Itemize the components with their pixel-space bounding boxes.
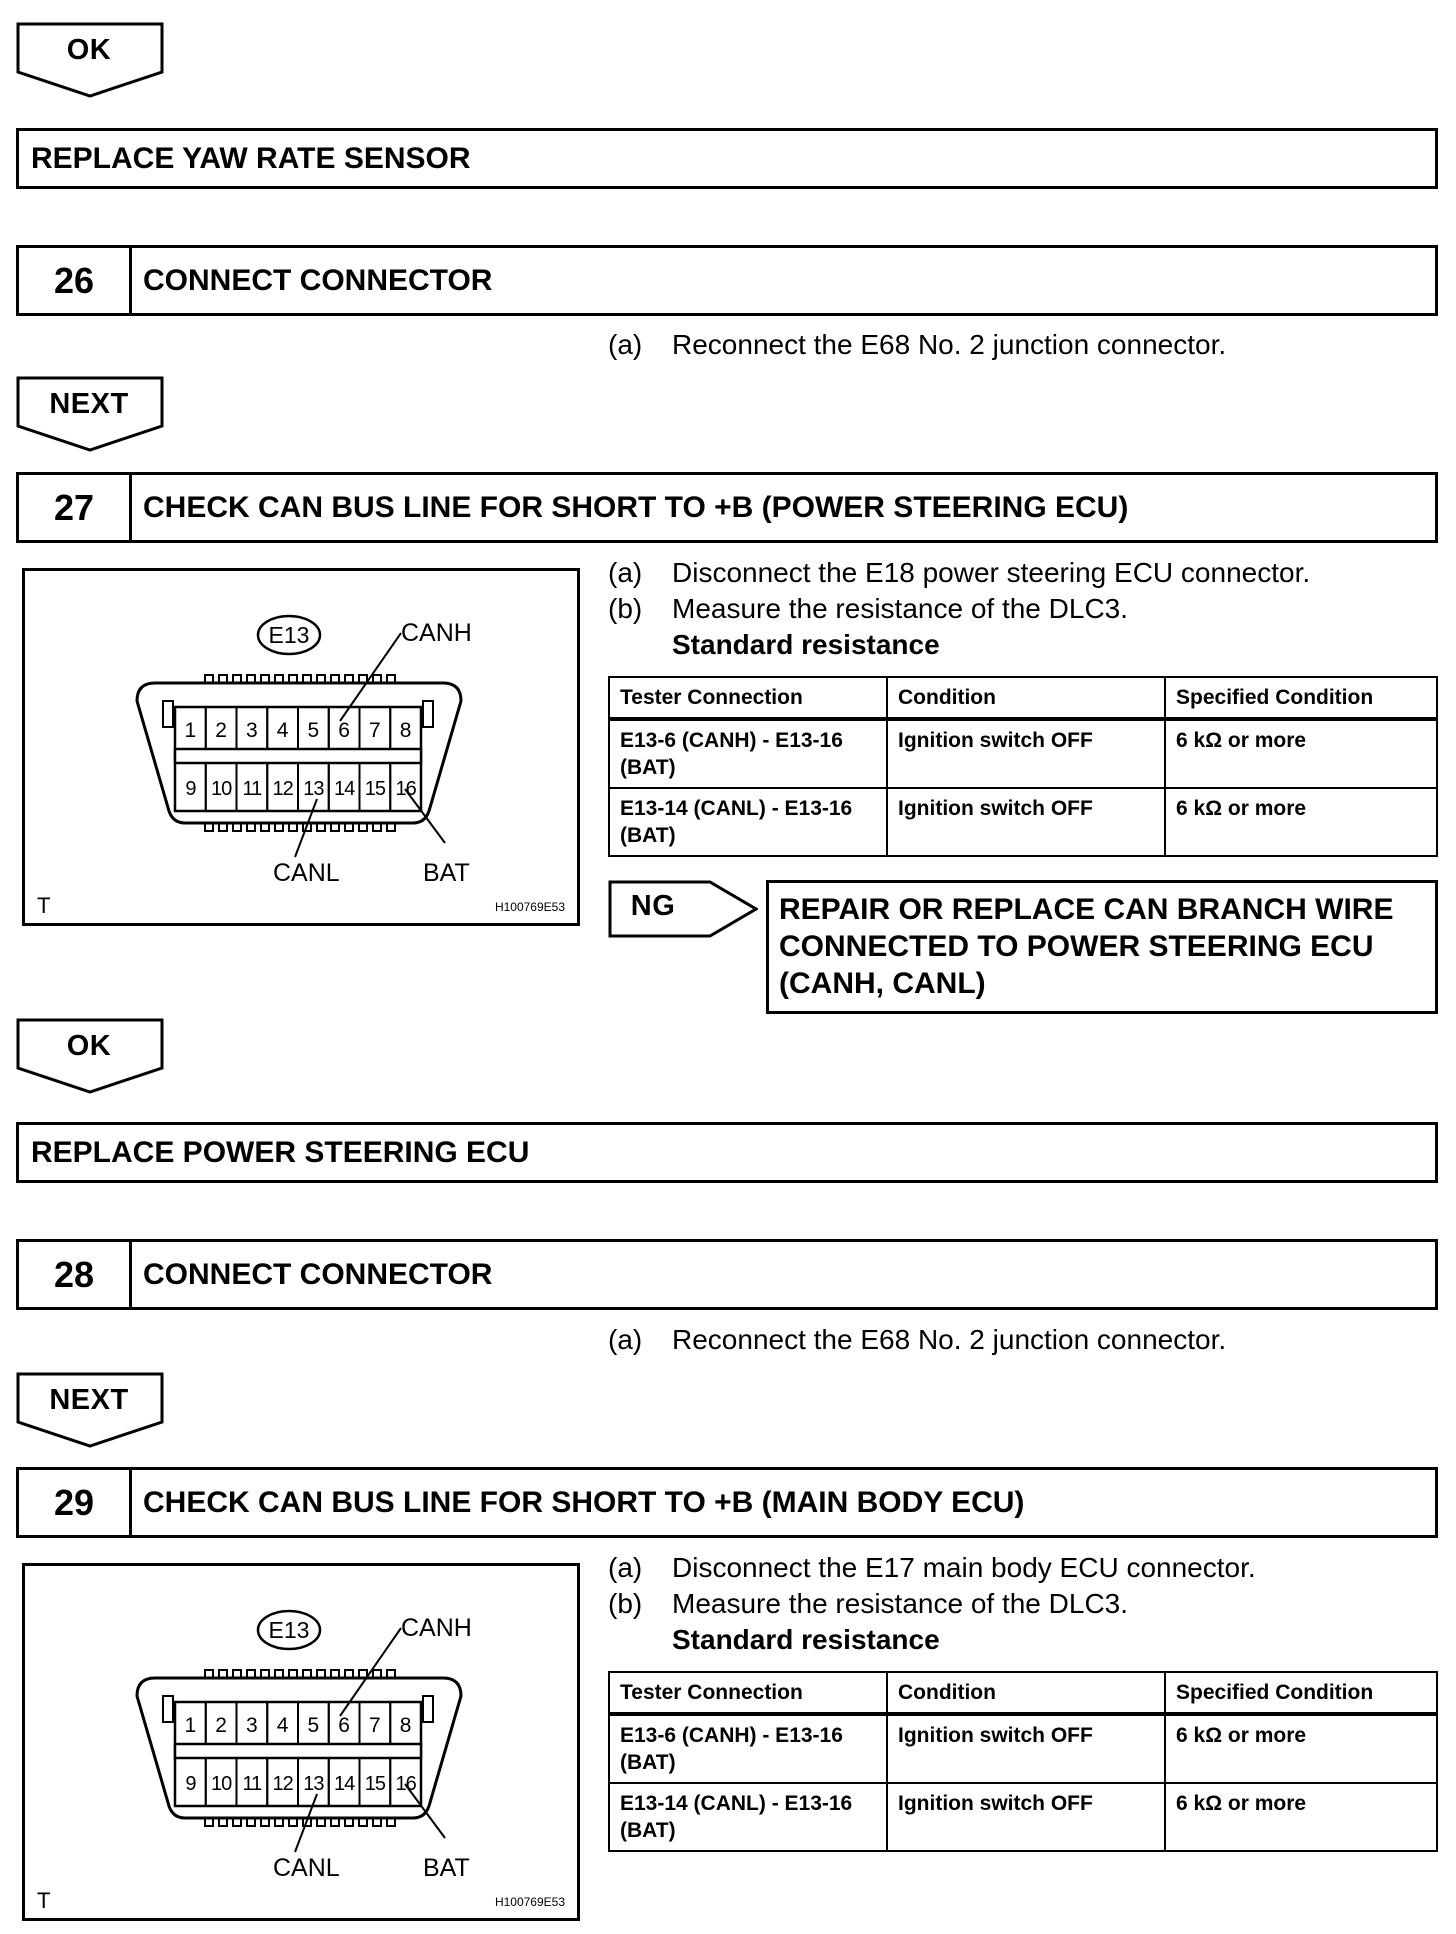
pin-label: 11 (242, 1773, 262, 1795)
pin-label: 5 (307, 719, 320, 742)
bat-leader (405, 789, 445, 843)
pin-label: 6 (338, 1714, 350, 1737)
figure-code: H100769E53 (494, 900, 565, 914)
dlc3-connector-diagram (22, 1563, 580, 1921)
step-number: 29 (19, 1470, 132, 1535)
center-divider (175, 749, 421, 763)
pin-label: 6 (338, 719, 350, 742)
pin-label: 12 (272, 1773, 293, 1795)
pin-label: 3 (246, 1714, 258, 1737)
bat-leader (405, 1784, 445, 1838)
pin-label: 13 (303, 1773, 324, 1795)
standard-resistance-label: Standard resistance (672, 629, 940, 660)
ok-flag (16, 22, 164, 98)
pin-label: 4 (276, 719, 289, 742)
pin-label: 2 (215, 1714, 227, 1737)
canh-label: CANH (401, 1614, 472, 1642)
pin-label: 5 (307, 1714, 320, 1737)
step-28-instructions: (a) Reconnect the E68 No. 2 junction connector. (608, 1324, 1227, 1355)
result-replace-yaw-rate-sensor: REPLACE YAW RATE SENSOR (16, 128, 1438, 189)
bat-label: BAT (423, 859, 470, 887)
pin-label: 7 (369, 1714, 381, 1737)
step-28-header (16, 1239, 1438, 1310)
canl-label: CANL (273, 859, 340, 887)
step-26-header (16, 245, 1438, 316)
ng-result-box: REPAIR OR REPLACE CAN BRANCH WIRE CONNECTED TO POWER STEERING ECU (CANH, CANL) (766, 880, 1438, 1014)
center-divider (175, 1744, 421, 1758)
pin-label: 9 (185, 1773, 196, 1795)
step-title: CHECK CAN BUS LINE FOR SHORT TO +B (MAIN BODY ECU) (143, 1486, 1025, 1519)
pin-label: 4 (276, 1714, 289, 1737)
left-latch (163, 701, 173, 727)
standard-resistance-label: Standard resistance (672, 1624, 940, 1655)
pin-label: 15 (364, 778, 385, 800)
corner-label: T (37, 893, 51, 918)
step-number: 28 (19, 1242, 132, 1307)
pin-label: 16 (395, 1773, 416, 1795)
dlc3-connector-diagram (22, 568, 580, 926)
step-26-instructions: (a) Reconnect the E68 No. 2 junction connector. (608, 329, 1227, 360)
table-header-row: Tester Connection Condition Specified Condition (609, 677, 1437, 719)
table-row: E13-14 (CANL) - E13-16 (BAT) Ignition switch OFF 6 kΩ or more (609, 788, 1437, 856)
pin-label: 10 (211, 778, 232, 800)
step-29-header (16, 1467, 1438, 1538)
connector-id: E13 (268, 622, 310, 648)
pin-label: 3 (246, 719, 258, 742)
ok-flag (16, 1018, 164, 1094)
next-flag (16, 376, 164, 452)
ng-label: NG (630, 890, 676, 922)
ng-flag (608, 880, 758, 938)
pin-label: 14 (334, 778, 355, 800)
step-title: CHECK CAN BUS LINE FOR SHORT TO +B (POWER STEERING ECU) (143, 491, 1129, 524)
pin-label: 2 (215, 719, 227, 742)
table-row: E13-14 (CANL) - E13-16 (BAT) Ignition switch OFF 6 kΩ or more (609, 1783, 1437, 1851)
pin-label: 8 (399, 1714, 412, 1737)
step-number: 27 (19, 475, 132, 540)
next-label: NEXT (49, 1384, 129, 1416)
pin-label: 12 (272, 778, 293, 800)
resistance-table (608, 676, 1438, 857)
connector-id: E13 (268, 1617, 310, 1643)
left-latch (163, 1696, 173, 1722)
canl-label: CANL (273, 1854, 340, 1882)
pin-label: 13 (303, 778, 324, 800)
pin-label: 16 (395, 778, 416, 800)
step-29-instructions: (a) Disconnect the E17 main body ECU connector. (b) Measure the resistance of the DLC3. Standard resistance (608, 1550, 1256, 1658)
table-header-row: Tester Connection Condition Specified Condition (609, 1672, 1437, 1714)
step-27-instructions: (a) Disconnect the E18 power steering ECU connector. (b) Measure the resistance of the DLC3. Standard resistance (608, 555, 1310, 663)
result-replace-power-steering-ecu: REPLACE POWER STEERING ECU (16, 1122, 1438, 1183)
canh-label: CANH (401, 619, 472, 647)
resistance-table (608, 1671, 1438, 1852)
table-row: E13-6 (CANH) - E13-16 (BAT) Ignition switch OFF 6 kΩ or more (609, 719, 1437, 788)
pin-label: 1 (184, 719, 197, 742)
right-latch (423, 1696, 433, 1722)
corner-label: T (37, 1888, 51, 1913)
figure-code: H100769E53 (494, 1895, 565, 1909)
pin-label: 1 (184, 1714, 197, 1737)
step-title: CONNECT CONNECTOR (143, 1258, 493, 1291)
pin-label: 15 (364, 1773, 385, 1795)
pin-label: 10 (211, 1773, 232, 1795)
pin-label: 8 (399, 719, 412, 742)
step-title: CONNECT CONNECTOR (143, 264, 493, 297)
right-latch (423, 701, 433, 727)
pin-label: 14 (334, 1773, 355, 1795)
ok-label: OK (66, 34, 112, 66)
ok-label: OK (66, 1030, 112, 1062)
bat-label: BAT (423, 1854, 470, 1882)
table-row: E13-6 (CANH) - E13-16 (BAT) Ignition switch OFF 6 kΩ or more (609, 1714, 1437, 1783)
pin-label: 7 (369, 719, 381, 742)
pin-label: 9 (185, 778, 196, 800)
step-number: 26 (19, 248, 132, 313)
next-flag (16, 1372, 164, 1448)
next-label: NEXT (49, 388, 129, 420)
step-27-header (16, 472, 1438, 543)
pin-label: 11 (242, 778, 262, 800)
